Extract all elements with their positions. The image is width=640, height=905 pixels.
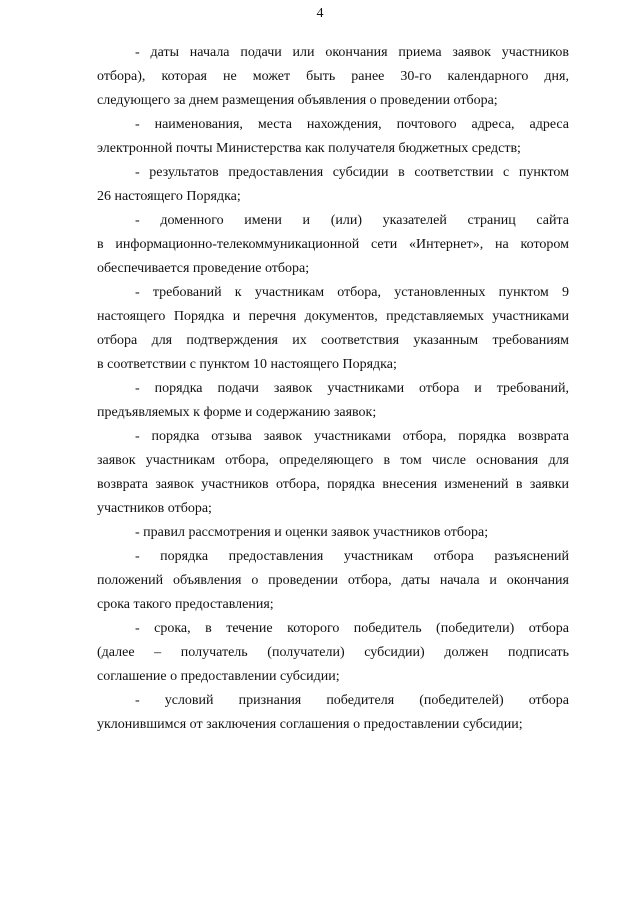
text-line: - порядка отзыва заявок участниками отбора, порядка возврата [135,429,569,444]
list-item [97,425,569,521]
page-number: 4 [316,6,324,21]
text-line: возврата заявок участников отбора, порядка внесения изменений в заявки [97,477,569,492]
list-item [97,161,569,209]
list-item [97,281,569,377]
text-line: положений объявления о проведении отбора, даты начала и окончания [97,573,569,588]
text-line: уклонившимся от заключения соглашения о предоставлении субсидии; [97,717,523,732]
text-line: электронной почты Министерства как получателя бюджетных средств; [97,141,521,156]
text-line: обеспечивается проведение отбора; [97,261,310,276]
text-line: участников отбора; [97,501,212,516]
text-line: срока такого предоставления; [97,597,274,612]
text-line: (далее – получатель (получатели) субсидии) должен подписать [97,645,569,660]
text-line: заявок участникам отбора, определяющего в том числе основания для [97,453,569,468]
text-line: в информационно-телекоммуникационной сети «Интернет», на котором [97,237,569,252]
text-line: - порядка предоставления участникам отбора разъяснений [135,549,569,564]
text-line: - условий признания победителя (победителей) отбора [135,693,569,708]
list-item [97,689,569,737]
text-line: - даты начала подачи или окончания приема заявок участников [135,45,569,60]
list-item [97,521,569,545]
text-line: - наименования, места нахождения, почтового адреса, адреса [135,117,569,132]
list-item [97,377,569,425]
text-line: соглашение о предоставлении субсидии; [97,669,340,684]
list-item [97,209,569,281]
list-item [97,545,569,617]
text-line: - правил рассмотрения и оценки заявок участников отбора; [135,525,489,540]
text-line: отбора для подтверждения их соответствия указанным требованиям [97,333,569,348]
list-item [97,41,569,113]
text-line: в соответствии с пунктом 10 настоящего Порядка; [97,357,397,372]
text-line: - доменного имени и (или) указателей страниц сайта [135,213,569,228]
text-line: 26 настоящего Порядка; [97,189,241,204]
text-line: - результатов предоставления субсидии в соответствии с пунктом [135,165,569,180]
text-line: предъявляемых к форме и содержанию заявок; [97,405,377,420]
list-item [97,113,569,161]
text-line: - требований к участникам отбора, установленных пунктом 9 [135,285,569,300]
text-line: - срока, в течение которого победитель (победители) отбора [135,621,569,636]
list-item [97,617,569,689]
text-line: следующего за днем размещения объявления о проведении отбора; [97,93,498,108]
text-line: отбора), которая не может быть ранее 30-го календарного дня, [97,69,569,84]
text-line: - порядка подачи заявок участниками отбора и требований, [135,381,569,396]
text-line: настоящего Порядка и перечня документов, представляемых участниками [97,309,569,324]
document-body [97,41,569,737]
